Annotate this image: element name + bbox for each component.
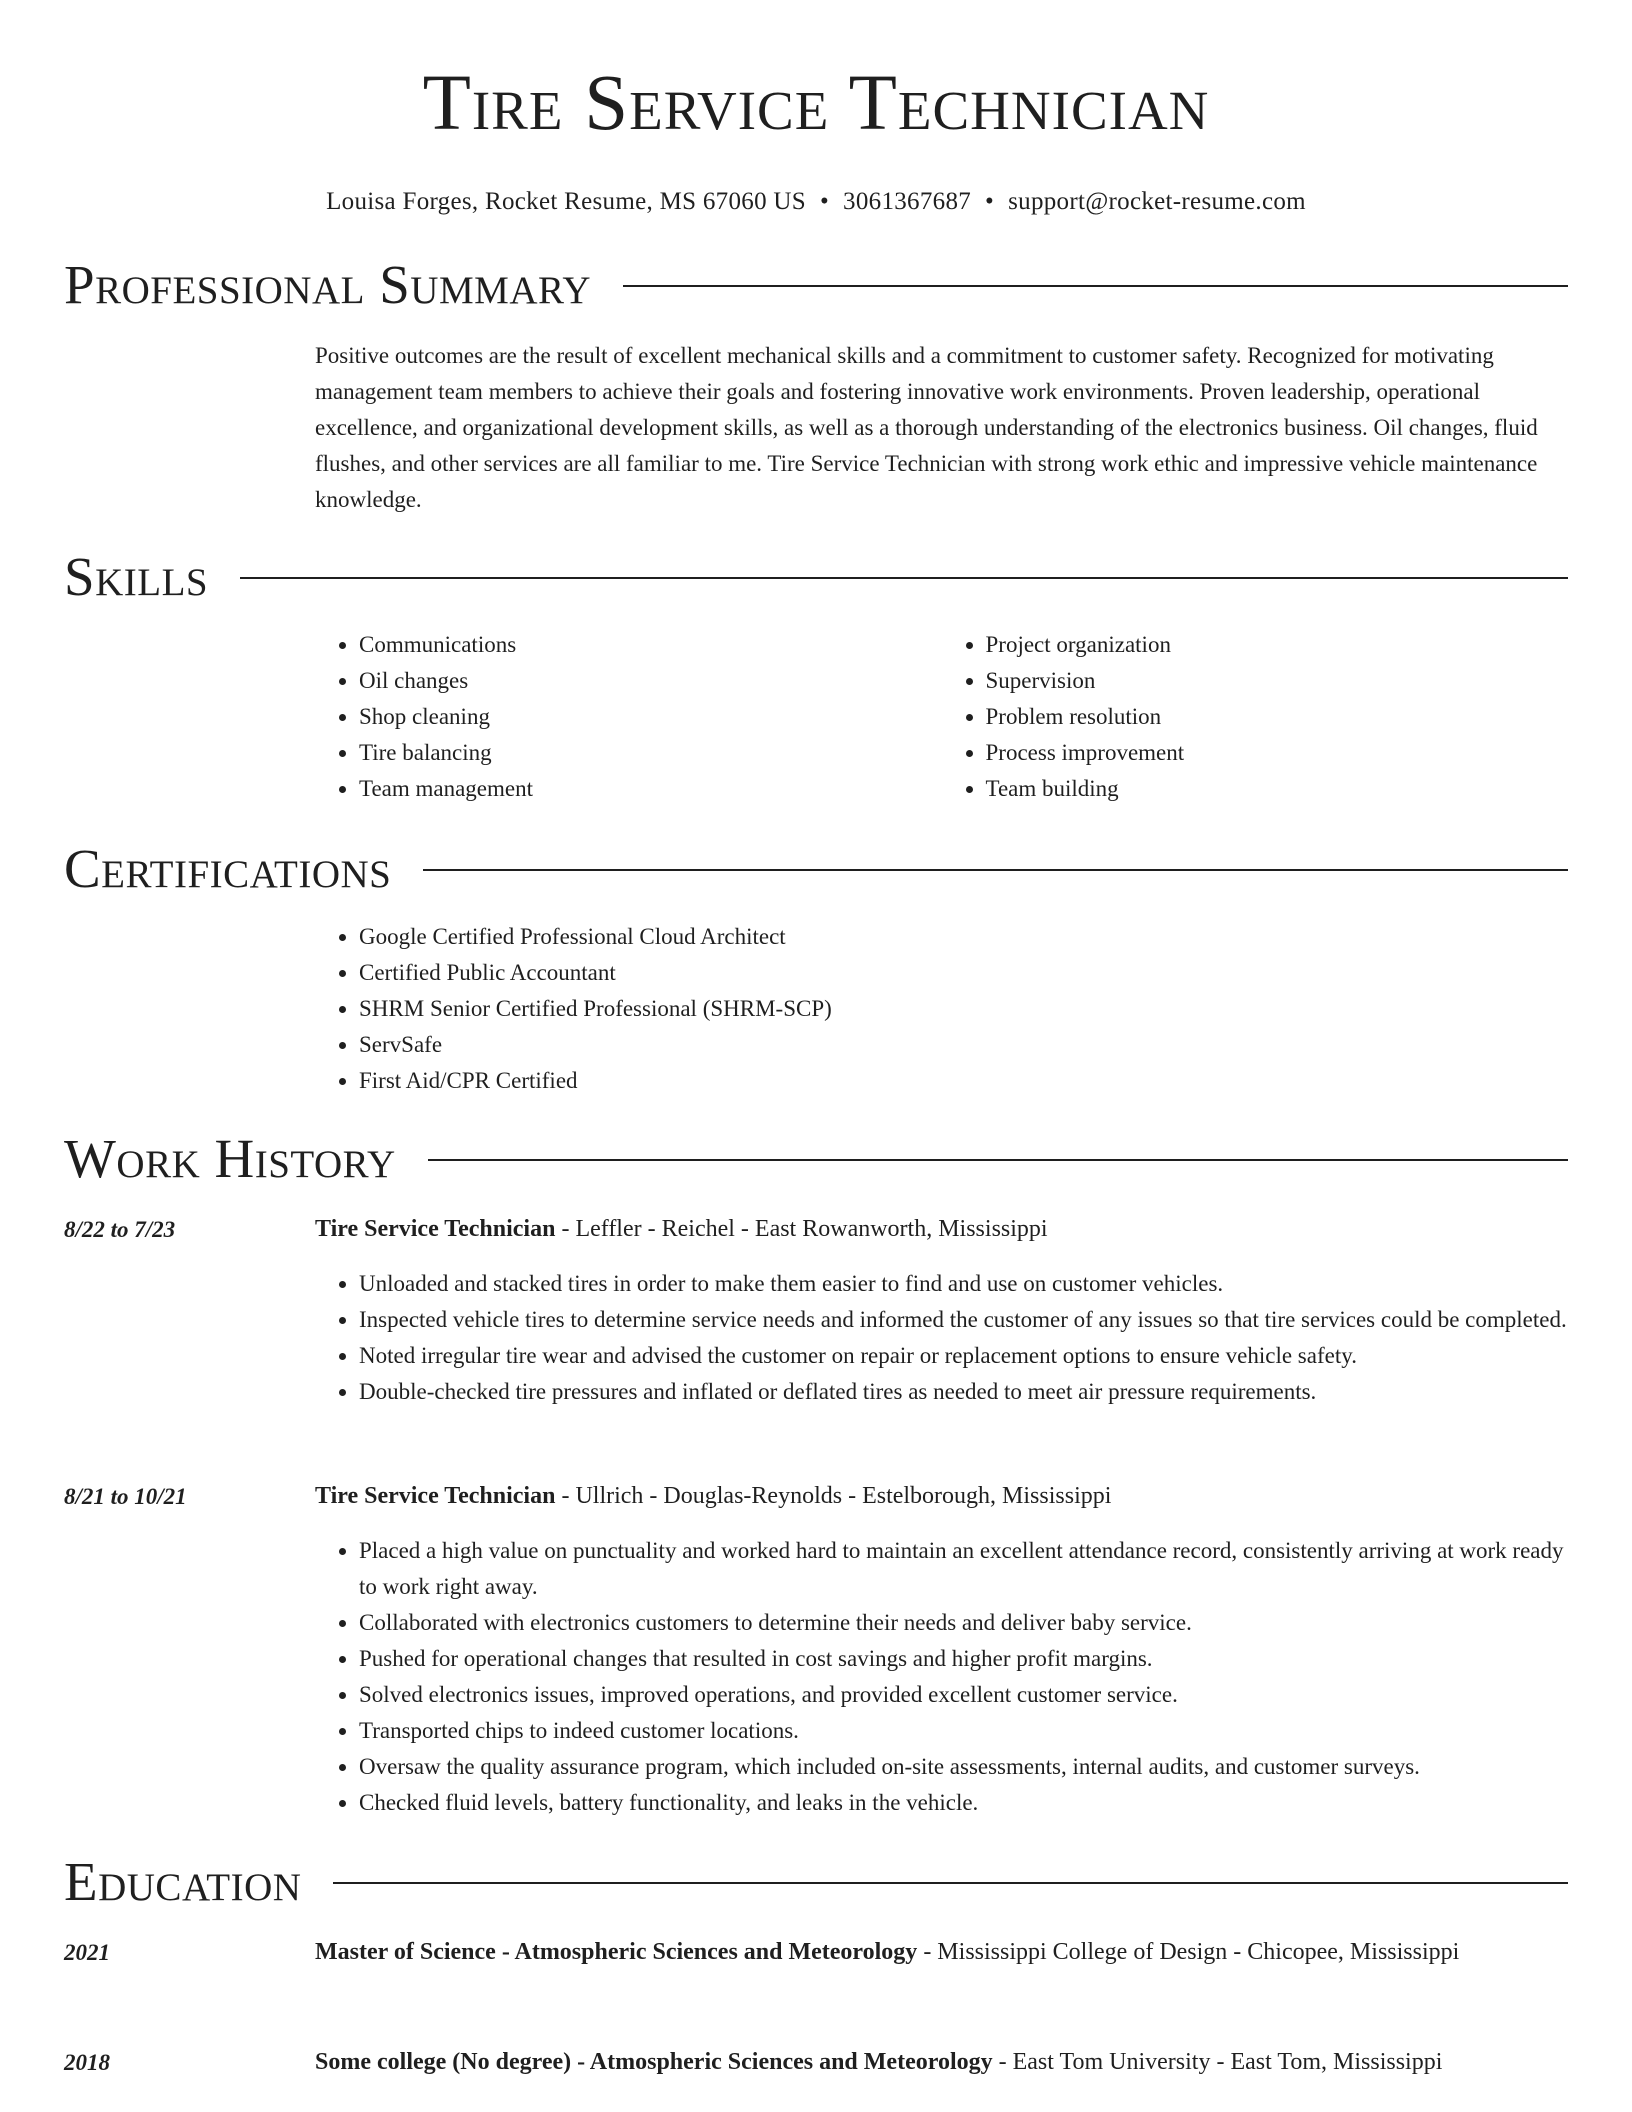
job-title: Tire Service Technician — [315, 1483, 556, 1509]
job-bullets-block — [315, 1266, 1568, 1410]
summary-text: Positive outcomes are the result of excellent mechanical skills and a commitment to customer safety. Recognized for motivating management team members to achieve their goals and fostering innovative work environments. Proven leadership, operational excellence, and organizational development skills, as well as a thorough understanding of the electronics business. Oil changes, fluid flushes, and other services are all familiar to me. Tire Service Technician with strong work ethic and impressive vehicle maintenance knowledge. — [315, 343, 1538, 512]
contact-separator: • — [985, 188, 995, 215]
job-bullets — [315, 1266, 1568, 1410]
skills-list-right — [942, 627, 1569, 807]
section-divider — [333, 1882, 1568, 1884]
education-year: 2018 — [64, 2050, 110, 2075]
education-heading: Education — [64, 1851, 302, 1912]
job-bullets-block — [315, 1533, 1568, 1821]
job-bullets — [315, 1533, 1568, 1821]
job-bullet: • Transported chips to indeed customer locations. — [359, 1713, 1568, 1749]
job-bullet: • Placed a high value on punctuality and worked hard to maintain an excellent attendance record, consistently arriving at work ready to work right away. — [359, 1533, 1568, 1605]
skill-item: • Problem resolution — [986, 699, 1569, 735]
education-degree: Some college (No degree) - Atmospheric Sciences and Meteorology — [315, 2049, 993, 2075]
contact-separator: • — [819, 188, 830, 215]
certifications-section-header — [64, 837, 1568, 901]
contact-address: Louisa Forges, Rocket Resume, MS 67060 US — [326, 188, 806, 215]
contact-email[interactable]: support@rocket-resume.com — [1008, 188, 1306, 215]
education-entry — [315, 1933, 1568, 1971]
job-employer: - Leffler - Reichel - East Rowanworth, Mississippi — [555, 1216, 1048, 1242]
education-school: - Mississippi College of Design - Chicopee, Mississippi — [917, 1939, 1460, 1965]
skills-heading: Skills — [64, 546, 209, 607]
skill-item: • Oil changes — [359, 663, 942, 699]
certification-item: • SHRM Senior Certified Professional (SHRM-SCP) — [359, 991, 1568, 1027]
section-divider — [428, 1159, 1568, 1161]
skill-item: • Team management — [359, 771, 942, 807]
work-heading: Work History — [64, 1128, 396, 1189]
section-divider — [240, 577, 1568, 579]
job-dates: 8/21 to 10/21 — [64, 1484, 187, 1509]
skill-item: • Tire balancing — [359, 735, 942, 771]
education-degree: Master of Science - Atmospheric Sciences and Meteorology — [315, 1939, 918, 1965]
job-header — [315, 1477, 1568, 1515]
summary-heading: Professional Summary — [64, 254, 592, 315]
job-title: Tire Service Technician — [315, 1216, 556, 1242]
education-section-header — [64, 1850, 1568, 1914]
skill-item: • Project organization — [986, 627, 1569, 663]
skill-item: • Team building — [986, 771, 1569, 807]
section-divider — [623, 285, 1568, 287]
contact-phone: 3061367687 — [843, 188, 972, 215]
certifications-list — [315, 919, 1568, 1099]
job-bullet: • Checked fluid levels, battery functionality, and leaks in the vehicle. — [359, 1785, 1568, 1821]
job-header — [315, 1210, 1568, 1248]
job-bullet: • Solved electronics issues, improved operations, and provided excellent customer service. — [359, 1677, 1568, 1713]
skills-section-header — [64, 545, 1568, 609]
certification-item: • ServSafe — [359, 1027, 1568, 1063]
contact-line — [64, 186, 1568, 218]
certifications-block — [315, 919, 1568, 1099]
certification-item: • First Aid/CPR Certified — [359, 1063, 1568, 1099]
resume-title: Tire Service Technician — [422, 60, 1210, 147]
certifications-heading: Certifications — [64, 838, 392, 899]
skill-item: • Supervision — [986, 663, 1569, 699]
skill-item: • Communications — [359, 627, 942, 663]
job-bullet: • Pushed for operational changes that resulted in cost savings and higher profit margins. — [359, 1641, 1568, 1677]
job-dates: 8/22 to 7/23 — [64, 1217, 176, 1242]
job-employer: - Ullrich - Douglas-Reynolds - Estelborough, Mississippi — [555, 1483, 1112, 1509]
job-bullet: • Unloaded and stacked tires in order to make them easier to find and use on customer vehicles. — [359, 1266, 1568, 1302]
job-bullet: • Oversaw the quality assurance program, which included on-site assessments, internal audits, and customer surveys. — [359, 1749, 1568, 1785]
resume-page — [64, 0, 1568, 2075]
education-year: 2021 — [64, 1940, 110, 1965]
summary-section-header — [64, 253, 1568, 317]
job-bullet: • Double-checked tire pressures and inflated or deflated tires as needed to meet air pressure requirements. — [359, 1374, 1568, 1410]
education-school: - East Tom University - East Tom, Mississippi — [992, 2049, 1443, 2075]
skills-list-left — [315, 627, 942, 807]
job-bullet: • Noted irregular tire wear and advised the customer on repair or replacement options to ensure vehicle safety. — [359, 1338, 1568, 1374]
certification-item: • Google Certified Professional Cloud Architect — [359, 919, 1568, 955]
work-section-header — [64, 1127, 1568, 1191]
section-divider — [423, 869, 1568, 871]
skill-item: • Process improvement — [986, 735, 1569, 771]
skills-columns — [315, 627, 1568, 807]
job-bullet: • Inspected vehicle tires to determine service needs and informed the customer of any issues so that tire services could be completed. — [359, 1302, 1568, 1338]
job-bullet: • Collaborated with electronics customers to determine their needs and deliver baby service. — [359, 1605, 1568, 1641]
certification-item: • Certified Public Accountant — [359, 955, 1568, 991]
education-entry — [315, 2043, 1568, 2081]
skill-item: • Shop cleaning — [359, 699, 942, 735]
